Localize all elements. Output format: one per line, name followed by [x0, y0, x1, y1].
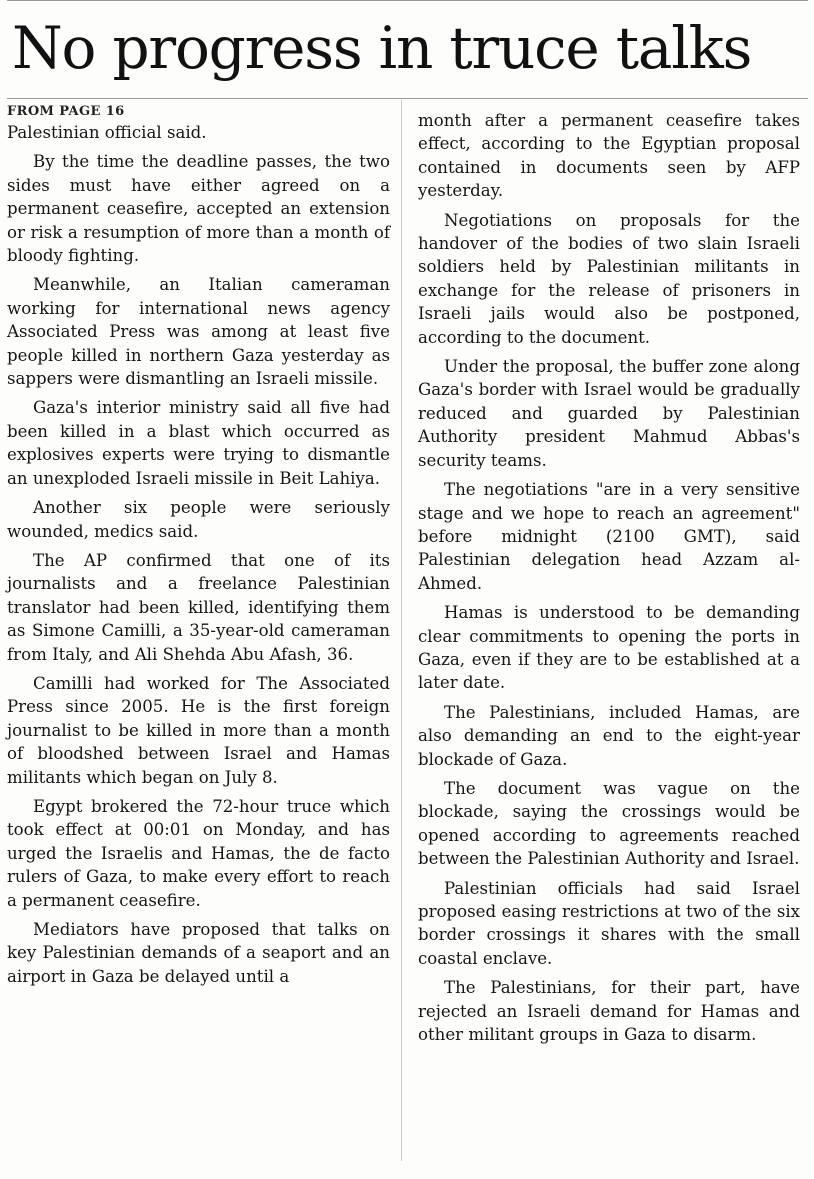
paragraph: month after a permanent ceasefire takes effect, according to the Egyptian proposal contained in documents seen by AFP yesterday.: [418, 111, 800, 201]
top-rule: [7, 0, 808, 1]
continuation-kicker: FROM PAGE 16: [7, 104, 125, 119]
paragraph: Camilli had worked for The Associated Press since 2005. He is the first foreign journalist to be killed in more than a month of bloodshed between Israel and Hamas militants which began on July 8.: [7, 673, 390, 787]
paragraph: Meanwhile, an Italian cameraman working for international news agency Associated Press was among at least five people killed in northern Gaza yesterday as sappers were dismantling an Israeli missile.: [7, 275, 390, 389]
paragraph: Palestinian official said.: [7, 123, 207, 142]
headline: No progress in truce talks: [12, 14, 752, 82]
paragraph: The AP confirmed that one of its journalists and a freelance Palestinian translator had been killed, identifying them as Simone Camilli, a 35-year-old cameraman from Italy, and Ali Shehda Abu Afash, 36.: [7, 550, 390, 664]
paragraph: Hamas is understood to be demanding clear commitments to opening the ports in Gaza, even if they are to be established at a later date.: [418, 603, 800, 693]
paragraph: Gaza's interior ministry said all five had been killed in a blast which occurred as explosives experts were trying to dismantle an unexploded Israeli missile in Beit Lahiya.: [7, 398, 390, 488]
paragraph: The negotiations "are in a very sensitive stage and we hope to reach an agreement" before midnight (2100 GMT), said Palestinian delegation head Azzam al-Ahmed.: [418, 480, 800, 593]
paragraph: The document was vague on the blockade, saying the crossings would be opened according to agreements reached between the Palestinian Authority and Israel.: [418, 778, 800, 869]
paragraph: Palestinian officials had said Israel proposed easing restrictions at two of the six border crossings it shares with the small coastal enclave.: [418, 878, 800, 968]
paragraph: Mediators have proposed that talks on key Palestinian demands of a seaport and an airport in Gaza be delayed until a: [7, 920, 390, 986]
paragraph: Under the proposal, the buffer zone along Gaza's border with Israel would be gradually reduced and guarded by Palestinian Authority president Mahmud Abbas's security teams.: [418, 357, 800, 470]
paragraph: The Palestinians, for their part, have rejected an Israeli demand for Hamas and other militant groups in Gaza to disarm.: [418, 978, 800, 1045]
paragraph: Egypt brokered the 72-hour truce which took effect at 00:01 on Monday, and has urged the Israelis and Hamas, the de facto rulers of Gaza, to make every effort to reach a permanent ceasefire.: [7, 796, 390, 910]
paragraph: The Palestinians, included Hamas, are also demanding an end to the eight-year blockade of Gaza.: [418, 702, 800, 769]
paragraph: Another six people were seriously wounded, medics said.: [7, 498, 390, 541]
column-divider: [401, 100, 402, 1161]
paragraph: Negotiations on proposals for the handover of the bodies of two slain Israeli soldiers held by Palestinian militants in exchange for the release of prisoners in Israeli jails would also be postponed, according to the document.: [418, 210, 800, 347]
paragraph: By the time the deadline passes, the two sides must have either agreed on a permanent ceasefire, accepted an extension or risk a resumption of more than a month of bloody fighting.: [7, 152, 390, 266]
right-column: [418, 103, 800, 1052]
headline-rule: [7, 98, 808, 99]
left-column: [7, 103, 390, 994]
